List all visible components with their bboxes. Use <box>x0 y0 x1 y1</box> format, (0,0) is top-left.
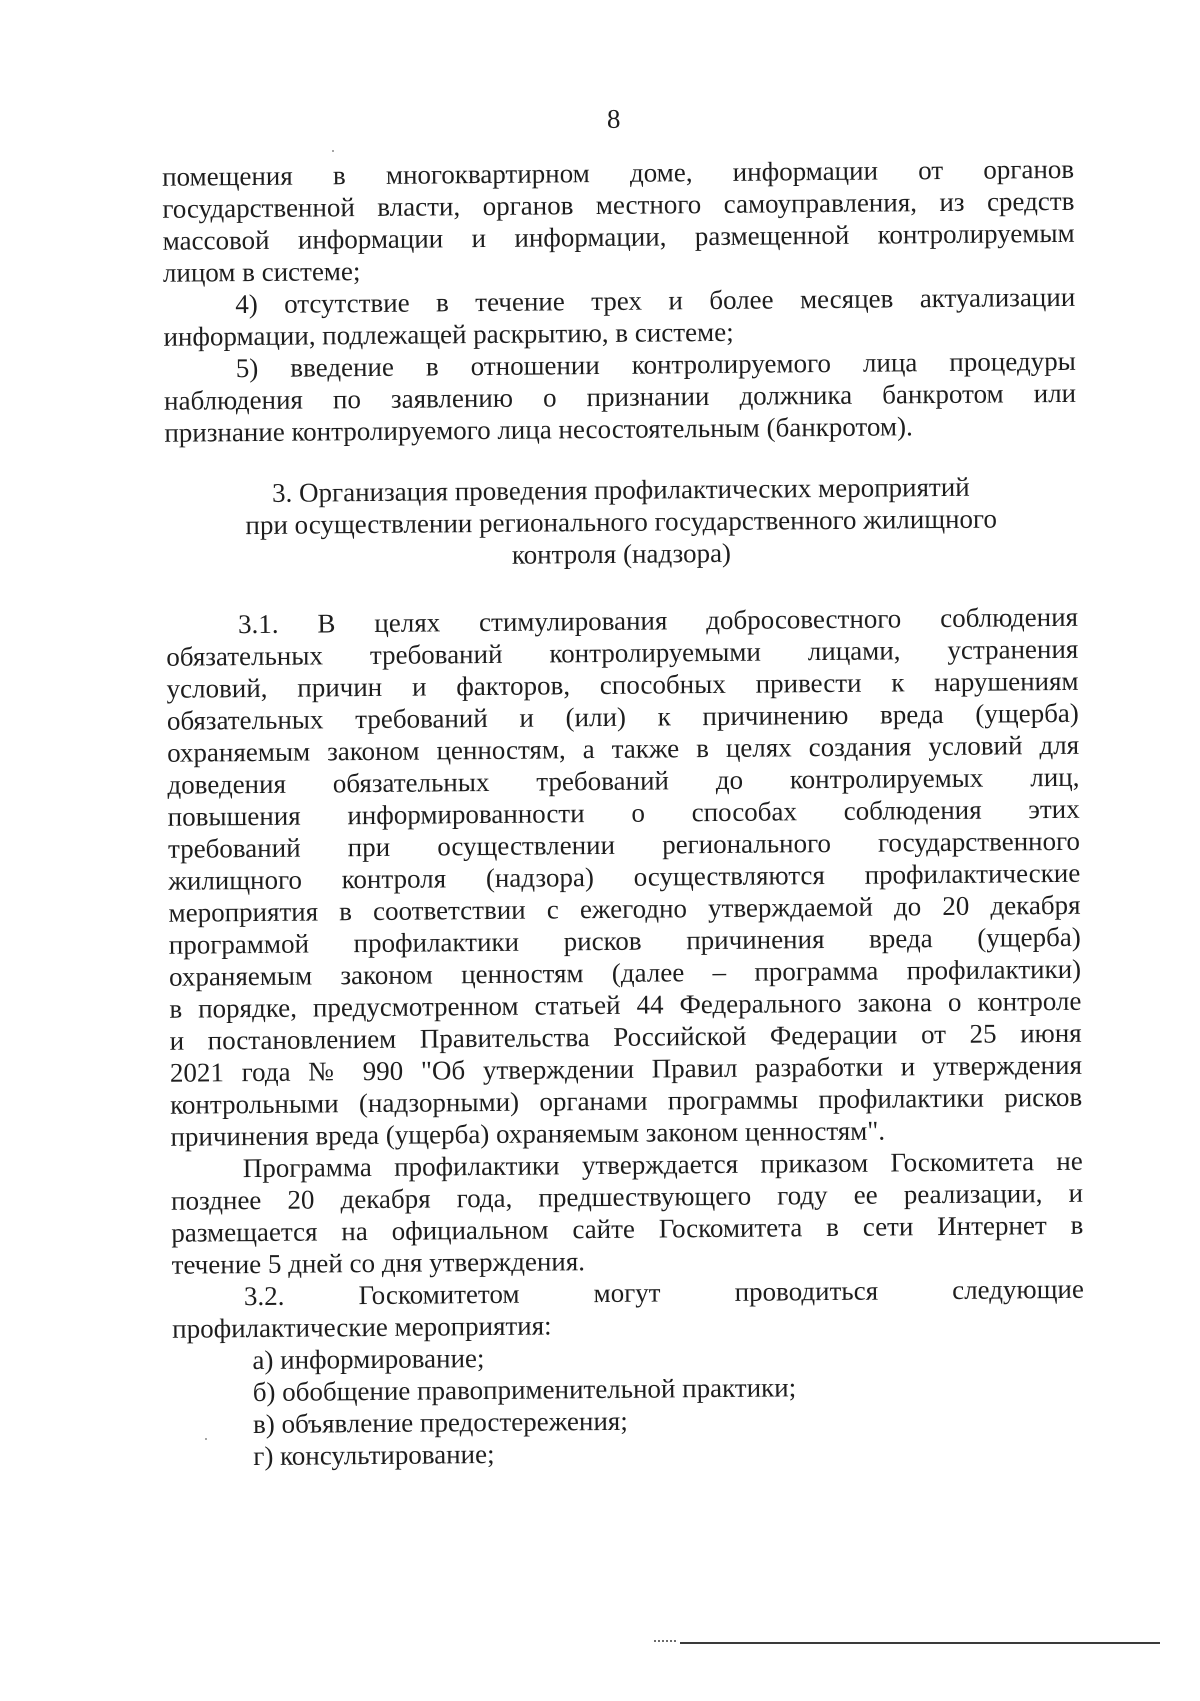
text-line: признание контролируемого лица несостоятельным (банкротом). <box>164 411 913 448</box>
heading-line: при осуществлении регионального государственного жилищного <box>245 503 998 541</box>
footer-rule-dots <box>654 1640 676 1642</box>
text-line: охраняемым законом ценностям, а также в целях создания условий для <box>167 729 1080 768</box>
text-line: обязательных требований контролируемыми лицами, устранения <box>166 633 1079 672</box>
text-line: помещения в многоквартирном доме, информации от органов <box>161 153 1075 192</box>
text-line: в порядке, предусмотренном статьей 44 Федерального закона о контроле <box>169 985 1082 1024</box>
text-line: доведения обязательных требований до контролируемых лиц, <box>167 761 1080 800</box>
list-item: а) информирование; <box>252 1343 485 1376</box>
text-line: массовой информации и информации, размещенной контролируемым <box>162 217 1075 256</box>
page-number: 8 <box>606 103 621 134</box>
text-line: 5) введение в отношении контролируемого лица процедуры <box>235 345 1076 384</box>
text-line: Программа профилактики утверждается приказом Госкомитета не <box>242 1145 1083 1184</box>
intro-paragraph <box>0 0 1193 288</box>
text-line: лицом в системе; <box>162 256 361 288</box>
text-line: условий, причин и факторов, способных привести к нарушениям <box>166 665 1079 704</box>
text-line: обязательных требований и (или) к причинению вреда (ущерба) <box>166 697 1079 736</box>
heading-line: 3. Организация проведения профилактических мероприятий <box>271 471 970 508</box>
text-line: мероприятия в соответствии с ежегодно утверждаемой до 20 декабря <box>168 889 1081 928</box>
text-line: требований при осуществлении регионального государственного <box>167 825 1081 864</box>
text-line: охраняемым законом ценностям (далее – программа профилактики) <box>168 953 1082 992</box>
text-line: профилактические мероприятия: <box>172 1310 552 1344</box>
text-line: течение 5 дней со дня утверждения. <box>171 1246 586 1280</box>
text-line: государственной власти, органов местного самоуправления, из средств <box>162 185 1075 224</box>
text-line: и постановлением Правительства Российской Федерации от 25 июня <box>169 1017 1082 1056</box>
list-item: г) консультирование; <box>253 1438 495 1472</box>
text-line: 3.2. Госкомитетом могут проводиться следующие <box>243 1273 1084 1312</box>
text-line: 4) отсутствие в течение трех и более месяцев актуализации <box>235 281 1076 320</box>
text-line: программой профилактики рисков причинения вреда (ущерба) <box>168 921 1081 960</box>
scan-speck <box>332 150 334 152</box>
text-line: размещается на официальном сайте Госкомитета в сети Интернет в <box>171 1209 1084 1248</box>
text-line: повышения информированности о способах соблюдения этих <box>167 793 1080 832</box>
text-line: 2021 года № 990 "Об утверждении Правил разработки и утверждения <box>169 1049 1083 1088</box>
footer-rule <box>680 1642 1160 1644</box>
list-item: б) обобщение правоприменительной практики; <box>252 1372 797 1408</box>
text-line: контрольными (надзорными) органами программы профилактики рисков <box>170 1081 1083 1120</box>
heading-line: контроля (надзора) <box>511 537 732 570</box>
text-line: информации, подлежащей раскрытию, в системе; <box>163 316 734 352</box>
text-line: жилищного контроля (надзора) осуществляются профилактические <box>168 857 1081 896</box>
list-item: в) объявление предостережения; <box>252 1405 628 1440</box>
text-line: причинения вреда (ущерба) охраняемым законом ценностям". <box>170 1115 886 1152</box>
scan-speck <box>205 1438 207 1440</box>
text-line: 3.1. В целях стимулирования добросовестного соблюдения <box>237 601 1079 640</box>
text-line: позднее 20 декабря года, предшествующего году ее реализации, и <box>170 1177 1084 1216</box>
text-line: наблюдения по заявлению о признании должника банкротом или <box>163 377 1077 416</box>
